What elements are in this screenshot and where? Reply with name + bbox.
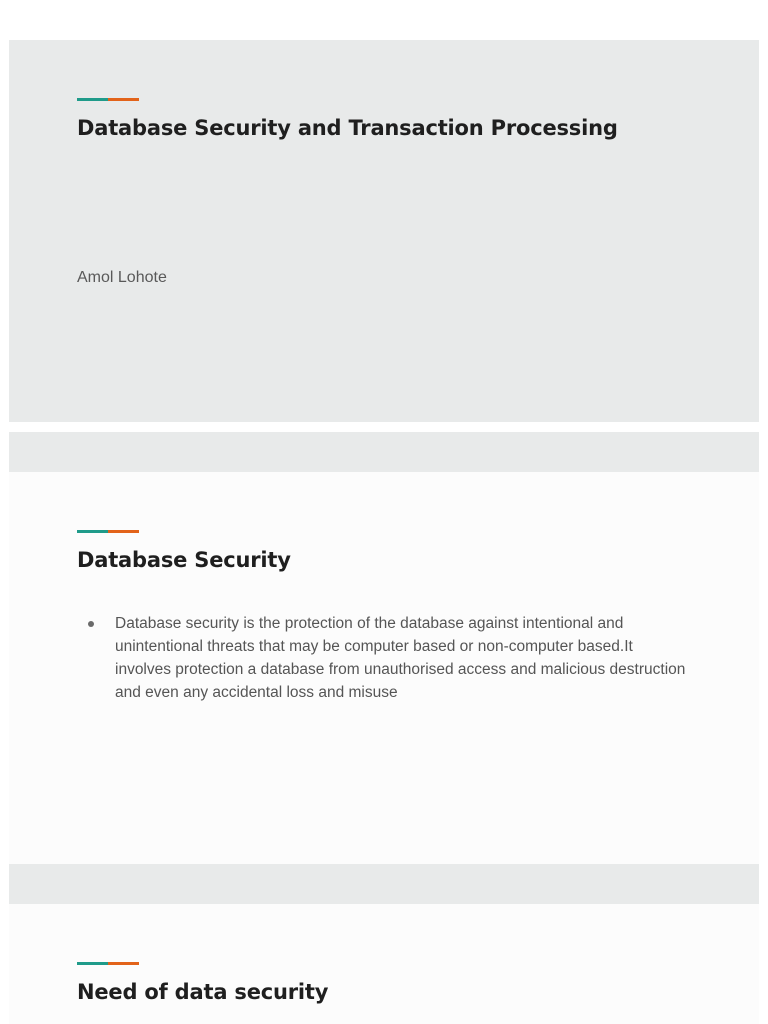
slide-top-band (9, 432, 759, 472)
bullet-text: Database security is the protection of the database against intentional and unintentional threats that may be computer based or non-computer based.It involves protection a database from unauthorised access and malicious destruction and even any accidental loss and misuse (115, 615, 686, 701)
accent-bar-teal (77, 530, 108, 533)
accent-bar-teal (77, 98, 108, 101)
slide-1 (9, 40, 759, 422)
bullet-list (87, 612, 687, 704)
slide-title: Database Security and Transaction Processing (77, 116, 618, 140)
bullet-item (87, 612, 687, 704)
slide-author: Amol Lohote (77, 269, 167, 286)
bullet-icon (88, 621, 94, 627)
slide-3 (9, 864, 759, 1024)
accent-bar (77, 530, 139, 533)
accent-bar-orange (108, 962, 139, 965)
slide-top-band (9, 864, 759, 904)
accent-bar (77, 98, 139, 101)
slide-title: Database Security (77, 548, 291, 572)
accent-bar (77, 962, 139, 965)
accent-bar-teal (77, 962, 108, 965)
accent-bar-orange (108, 530, 139, 533)
slide-2 (9, 432, 759, 864)
slide-title: Need of data security (77, 980, 329, 1004)
accent-bar-orange (108, 98, 139, 101)
